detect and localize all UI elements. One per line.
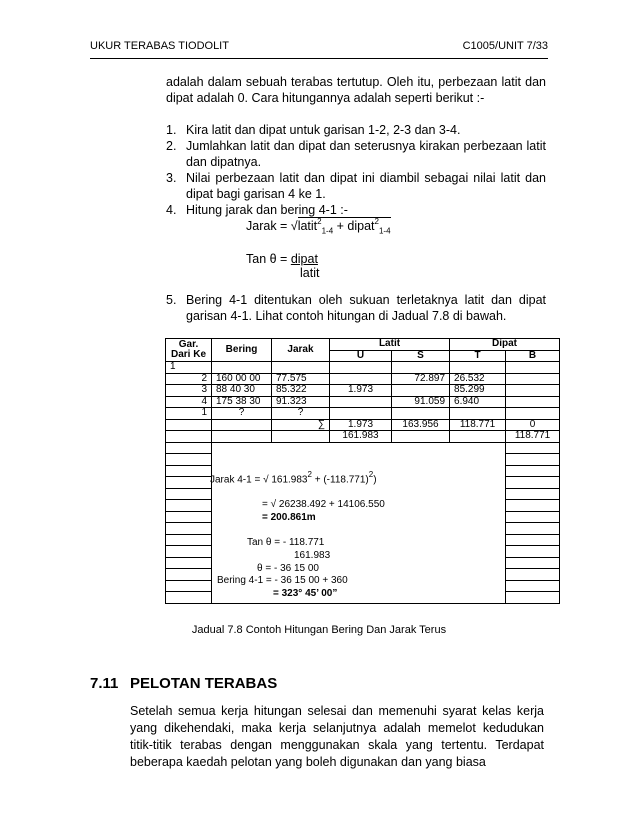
header-title: UKUR TERABAS TIODOLIT (90, 40, 229, 52)
steps-list (166, 122, 546, 218)
calc-line-result: = 200.861m (262, 512, 316, 523)
col-s: S (392, 350, 450, 362)
calc-line-final: = 323° 45’ 00” (273, 588, 338, 599)
step-item: 5. Bering 4-1 ditentukan oleh sukuan terletaknya latit dan dipat garisan 4-1. Lihat contoh hitungan di Jadual 7.8 di bawah. (166, 293, 546, 323)
tan-denominator: latit (300, 266, 320, 280)
step-item: 4. Hitung jarak dan bering 4-1 :- (166, 203, 348, 217)
calc-line-jarak: Jarak 4-1 = √ $161.983^2 + (-118.771)^2$) (210, 470, 377, 486)
table-sum-row: ∑ 1.973 163.956 118.771 0 (166, 419, 560, 431)
table-row: 1 ? ? (166, 408, 560, 420)
col-dipat: Dipat (450, 339, 560, 351)
table-diff-row: 161.983 118.771 (166, 431, 560, 443)
calc-line-theta: θ = - 36 15 00 (257, 563, 319, 574)
page-header (90, 40, 548, 59)
step-five (166, 292, 546, 324)
tan-formula: Tan θ = dipat (246, 252, 318, 266)
calc-line-tan: Tan θ = - 118.771 (247, 537, 325, 548)
col-u: U (330, 350, 392, 362)
col-b: B (506, 350, 560, 362)
step-item: 2. Jumlahkan latit dan dipat dan seterusnya kirakan perbezaan latit dan dipatnya. (166, 139, 546, 169)
table-row: 4 175 38 30 91.323 91.059 6.940 (166, 396, 560, 408)
section-paragraph: Setelah semua kerja hitungan selesai dan memenuhi syarat kelas kerja yang dikehendaki, maka kerja selanjutnya adalah memelot kedudukan titik-titik terabas dengan menggunakan skala yang tertentu. Terdapat beberapa kaedah pelotan yang boleh digunakan dan yang biasa (130, 704, 544, 769)
table-row: 3 88 40 30 85.322 1.973 85.299 (166, 385, 560, 397)
jarak-formula: Jarak = √latit$^2_{1-4}$ + dipat$^2_{1-4}$ (246, 217, 391, 236)
calc-line-den: 161.983 (294, 550, 331, 561)
table-row: 2 160 00 00 77.575 72.897 26.532 (166, 373, 560, 385)
col-t: T (450, 350, 506, 362)
intro-paragraph: adalah dalam sebuah terabas tertutup. Oleh itu, perbezaan latit dan dipat adalah 0. Cara hitungannya adalah seperti berikut :- (166, 75, 546, 105)
calc-line-sum: = √ 26238.492 + 14106.550 (262, 499, 385, 510)
col-bering: Bering (212, 339, 272, 362)
step-item: 3. Nilai perbezaan latit dan dipat ini diambil sebagai nilai latit dan dipat bagi garisan 4 ke 1. (166, 171, 546, 201)
section-heading: 7.11 PELOTAN TERABAS (90, 675, 278, 692)
col-gar: Gar. Dari Ke (166, 339, 212, 362)
step-item: 1. Kira latit dan dipat untuk garisan 1-2, 2-3 dan 3-4. (166, 123, 461, 137)
table-row: 1 (166, 362, 560, 374)
calc-line-bering: Bering 4-1 = - 36 15 00 + 360 (217, 575, 348, 586)
header-unit: C1005/UNIT 7/33 (462, 40, 548, 52)
table-caption: Jadual 7.8 Contoh Hitungan Bering Dan Jarak Terus (191, 624, 447, 636)
col-jarak: Jarak (272, 339, 330, 362)
col-latit: Latit (330, 339, 450, 351)
